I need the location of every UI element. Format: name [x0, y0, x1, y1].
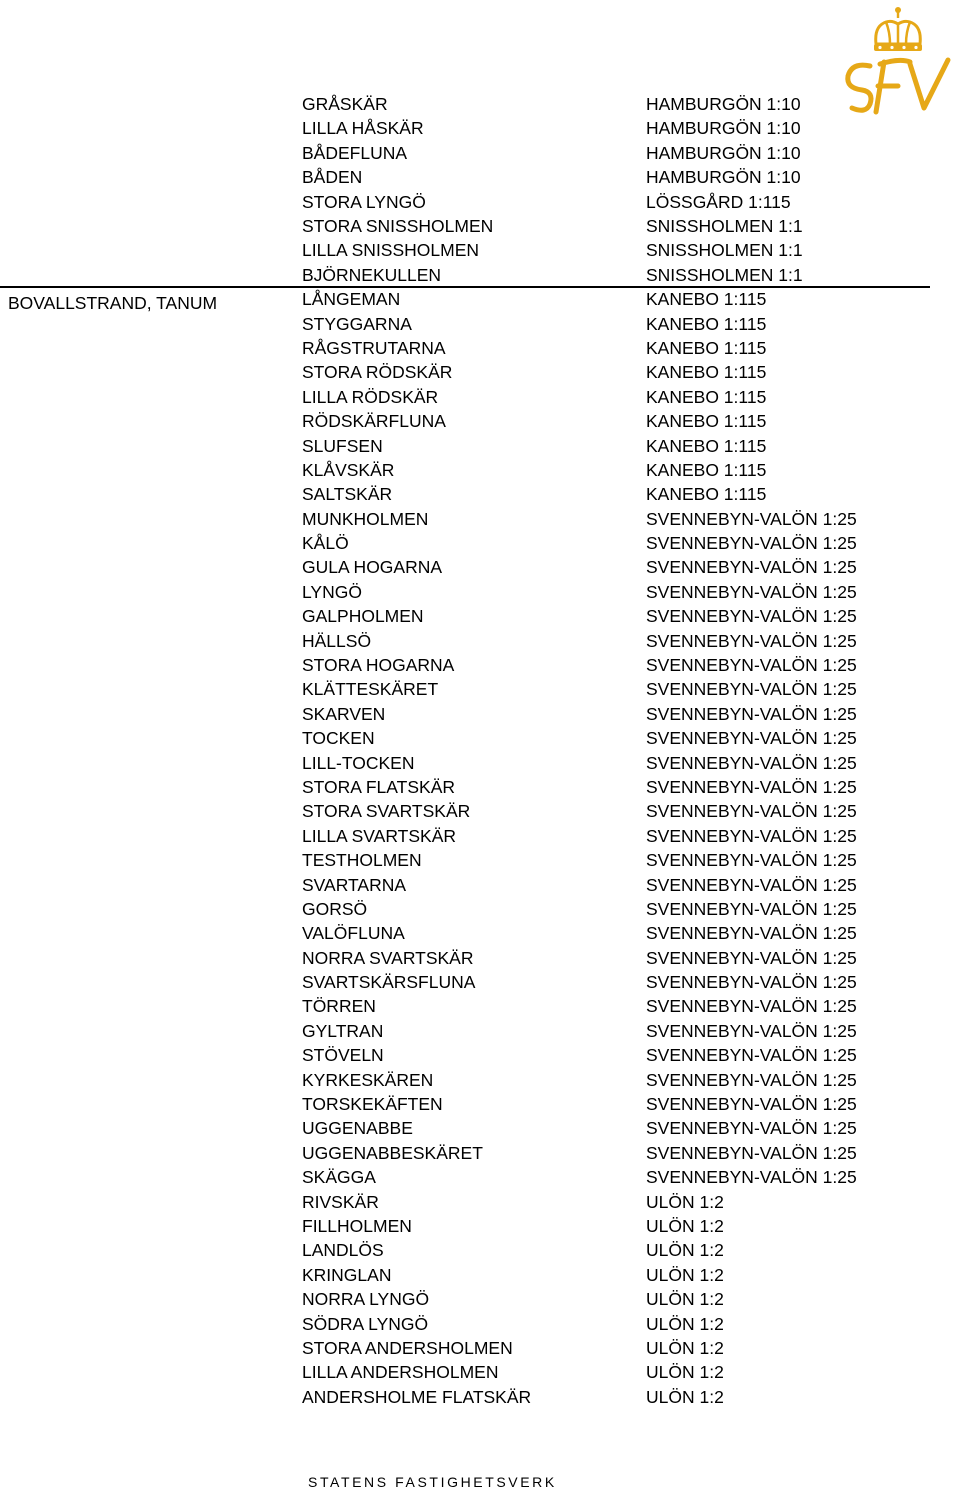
- property-designation: HAMBURGÖN 1:10: [646, 167, 801, 188]
- island-name: BÅDEN: [302, 167, 363, 188]
- island-name: STORA RÖDSKÄR: [302, 362, 453, 383]
- island-name: STORA SNISSHOLMEN: [302, 215, 494, 236]
- list-item: [0, 946, 960, 970]
- property-designation: SVENNEBYN-VALÖN 1:25: [646, 703, 857, 724]
- property-designation: SVENNEBYN-VALÖN 1:25: [646, 825, 857, 846]
- list-item: [0, 824, 960, 848]
- island-name: KRINGLAN: [302, 1264, 392, 1285]
- island-name: GULA HOGARNA: [302, 557, 443, 578]
- island-name: SKARVEN: [302, 703, 386, 724]
- island-name: SALTSKÄR: [302, 484, 393, 505]
- property-designation: SVENNEBYN-VALÖN 1:25: [646, 557, 857, 578]
- list-item: [0, 580, 960, 604]
- list-item: [0, 994, 960, 1018]
- list-item: [0, 1385, 960, 1409]
- property-designation: KANEBO 1:115: [646, 435, 767, 456]
- property-designation: SVENNEBYN-VALÖN 1:25: [646, 606, 857, 627]
- island-name: SVARTSKÄRSFLUNA: [302, 972, 476, 992]
- list-item: [0, 360, 960, 384]
- list-item: [0, 873, 960, 897]
- property-designation: KANEBO 1:115: [646, 459, 767, 480]
- island-name: KYRKESKÄREN: [302, 1069, 434, 1090]
- crown-icon: [874, 7, 922, 51]
- list-item: [0, 165, 960, 189]
- list-item: [0, 555, 960, 579]
- island-name: UGGENABBESKÄRET: [302, 1142, 483, 1163]
- island-name: BJÖRNEKULLEN: [302, 264, 442, 285]
- property-designation: SVENNEBYN-VALÖN 1:25: [646, 801, 857, 822]
- property-designation: KANEBO 1:115: [646, 484, 767, 505]
- list-item: [0, 604, 960, 628]
- island-name: LILLA SVARTSKÄR: [302, 825, 457, 846]
- list-item: [0, 336, 960, 360]
- list-item: [0, 458, 960, 482]
- island-name: RÖDSKÄRFLUNA: [302, 411, 446, 432]
- property-designation: SVENNEBYN-VALÖN 1:25: [646, 972, 857, 992]
- property-designation: SVENNEBYN-VALÖN 1:25: [646, 923, 857, 944]
- island-name: STORA SVARTSKÄR: [302, 801, 471, 822]
- property-designation: SVENNEBYN-VALÖN 1:25: [646, 655, 857, 675]
- property-designation: SVENNEBYN-VALÖN 1:25: [646, 1094, 857, 1114]
- property-designation: SVENNEBYN-VALÖN 1:25: [646, 679, 857, 700]
- property-designation: HAMBURGÖN 1:10: [646, 94, 801, 114]
- list-item: [0, 92, 960, 116]
- property-designation: SNISSHOLMEN 1:1: [646, 264, 803, 285]
- property-designation: SVENNEBYN-VALÖN 1:25: [646, 630, 857, 651]
- island-name: STORA FLATSKÄR: [302, 776, 456, 797]
- list-item: [0, 1312, 960, 1336]
- island-name: STORA LYNGÖ: [302, 191, 426, 212]
- island-name: LILLA HÅSKÄR: [302, 118, 424, 139]
- list-item: [0, 1141, 960, 1165]
- list-item: [0, 1336, 960, 1360]
- property-designation: ULÖN 1:2: [646, 1386, 724, 1407]
- island-name: GYLTRAN: [302, 1020, 384, 1041]
- list-item: [0, 190, 960, 214]
- property-designation: ULÖN 1:2: [646, 1362, 724, 1383]
- property-designation: ULÖN 1:2: [646, 1191, 724, 1212]
- island-name: TESTHOLMEN: [302, 850, 422, 871]
- property-designation: ULÖN 1:2: [646, 1289, 724, 1310]
- island-name: HÄLLSÖ: [302, 630, 372, 651]
- list-item: [0, 312, 960, 336]
- property-designation: SVENNEBYN-VALÖN 1:25: [646, 1045, 857, 1066]
- list-item: [0, 775, 960, 799]
- island-name: NORRA SVARTSKÄR: [302, 947, 474, 968]
- property-designation: ULÖN 1:2: [646, 1215, 724, 1236]
- region-label: BOVALLSTRAND, TANUM: [8, 293, 218, 313]
- property-designation: SVENNEBYN-VALÖN 1:25: [646, 1167, 857, 1188]
- list-item: [0, 751, 960, 775]
- list-item: [0, 1238, 960, 1262]
- island-name: GRÅSKÄR: [302, 94, 388, 114]
- list-item: [0, 116, 960, 140]
- list-item: [0, 385, 960, 409]
- list-item: [0, 409, 960, 433]
- island-name: LYNGÖ: [302, 581, 362, 602]
- footer-text: STATENS FASTIGHETSVERK: [308, 1474, 557, 1490]
- island-name: SÖDRA LYNGÖ: [302, 1313, 429, 1334]
- island-name: TORSKEKÄFTEN: [302, 1094, 443, 1114]
- list-item: [0, 482, 960, 506]
- property-designation: SVENNEBYN-VALÖN 1:25: [646, 1069, 857, 1090]
- property-designation: SVENNEBYN-VALÖN 1:25: [646, 947, 857, 968]
- island-name: FILLHOLMEN: [302, 1215, 412, 1236]
- island-name: LILLA SNISSHOLMEN: [302, 240, 480, 261]
- list-item: [0, 897, 960, 921]
- property-designation: SVENNEBYN-VALÖN 1:25: [646, 752, 857, 773]
- property-designation: KANEBO 1:115: [646, 362, 767, 383]
- list-item: [0, 921, 960, 945]
- property-designation: ULÖN 1:2: [646, 1337, 724, 1358]
- island-name: SLUFSEN: [302, 435, 383, 456]
- island-name: STYGGARNA: [302, 313, 412, 334]
- list-item: [0, 287, 960, 311]
- list-item: [0, 1116, 960, 1140]
- island-name: KLÅVSKÄR: [302, 459, 395, 480]
- list-item: [0, 653, 960, 677]
- list-item: [0, 238, 960, 262]
- list-item: [0, 726, 960, 750]
- list-item: [0, 702, 960, 726]
- property-designation: SVENNEBYN-VALÖN 1:25: [646, 533, 857, 553]
- property-designation: SVENNEBYN-VALÖN 1:25: [646, 776, 857, 797]
- list-item: [0, 1165, 960, 1189]
- list-item: [0, 531, 960, 555]
- island-name: STORA HOGARNA: [302, 655, 455, 675]
- island-name: LILLA RÖDSKÄR: [302, 386, 439, 407]
- property-designation: KANEBO 1:115: [646, 289, 767, 310]
- property-designation: ULÖN 1:2: [646, 1313, 724, 1334]
- island-name: MUNKHOLMEN: [302, 508, 429, 529]
- island-name: RIVSKÄR: [302, 1191, 379, 1212]
- island-name: STÖVELN: [302, 1045, 384, 1066]
- list-item: [0, 799, 960, 823]
- property-designation: SNISSHOLMEN 1:1: [646, 215, 803, 236]
- property-designation: SVENNEBYN-VALÖN 1:25: [646, 898, 857, 919]
- list-item: [0, 1214, 960, 1238]
- island-name: GALPHOLMEN: [302, 606, 424, 627]
- property-designation: KANEBO 1:115: [646, 337, 767, 358]
- island-name: LILL-TOCKEN: [302, 752, 415, 773]
- island-name: SKÄGGA: [302, 1167, 376, 1188]
- island-name: BÅDEFLUNA: [302, 142, 408, 163]
- property-designation: ULÖN 1:2: [646, 1240, 724, 1261]
- list-item: [0, 263, 960, 287]
- list-item: [0, 1287, 960, 1311]
- island-name: LILLA ANDERSHOLMEN: [302, 1362, 499, 1383]
- island-name: NORRA LYNGÖ: [302, 1289, 430, 1310]
- list-item: [0, 214, 960, 238]
- list-item: [0, 1043, 960, 1067]
- list-item: [0, 1068, 960, 1092]
- list-item: [0, 677, 960, 701]
- property-designation: ULÖN 1:2: [646, 1264, 724, 1285]
- island-name: SVARTARNA: [302, 874, 407, 895]
- list-item: [0, 1263, 960, 1287]
- list-item: [0, 507, 960, 531]
- property-designation: SNISSHOLMEN 1:1: [646, 240, 803, 261]
- list-item: [0, 629, 960, 653]
- list-item: [0, 848, 960, 872]
- property-designation: SVENNEBYN-VALÖN 1:25: [646, 728, 857, 749]
- property-designation: SVENNEBYN-VALÖN 1:25: [646, 508, 857, 529]
- island-name: LÅNGEMAN: [302, 289, 401, 310]
- property-designation: SVENNEBYN-VALÖN 1:25: [646, 581, 857, 602]
- island-name: RÅGSTRUTARNA: [302, 337, 446, 358]
- property-designation: SVENNEBYN-VALÖN 1:25: [646, 996, 857, 1017]
- property-designation: KANEBO 1:115: [646, 386, 767, 407]
- property-designation: LÖSSGÅRD 1:115: [646, 191, 791, 212]
- list-item: [0, 1190, 960, 1214]
- property-designation: SVENNEBYN-VALÖN 1:25: [646, 1118, 857, 1139]
- property-designation: KANEBO 1:115: [646, 313, 767, 334]
- property-designation: HAMBURGÖN 1:10: [646, 118, 801, 139]
- island-name: KÅLÖ: [302, 533, 349, 553]
- property-designation: SVENNEBYN-VALÖN 1:25: [646, 1142, 857, 1163]
- property-designation: SVENNEBYN-VALÖN 1:25: [646, 850, 857, 871]
- list-item: [0, 1019, 960, 1043]
- island-name: TÖRREN: [302, 996, 376, 1017]
- island-name: GORSÖ: [302, 898, 368, 919]
- property-designation: SVENNEBYN-VALÖN 1:25: [646, 874, 857, 895]
- island-name: UGGENABBE: [302, 1118, 413, 1139]
- island-name: VALÖFLUNA: [302, 923, 405, 944]
- list-item: [0, 434, 960, 458]
- island-name: KLÄTTESKÄRET: [302, 679, 439, 700]
- property-designation: SVENNEBYN-VALÖN 1:25: [646, 1020, 857, 1041]
- island-name: ANDERSHOLME FLATSKÄR: [302, 1386, 532, 1407]
- list-item: [0, 970, 960, 994]
- island-name: STORA ANDERSHOLMEN: [302, 1337, 513, 1358]
- list-item: [0, 141, 960, 165]
- island-name: TOCKEN: [302, 728, 375, 749]
- list-item: [0, 1092, 960, 1116]
- property-designation: KANEBO 1:115: [646, 411, 767, 432]
- property-designation: HAMBURGÖN 1:10: [646, 142, 801, 163]
- list-item: [0, 1360, 960, 1384]
- island-name: LANDLÖS: [302, 1240, 384, 1261]
